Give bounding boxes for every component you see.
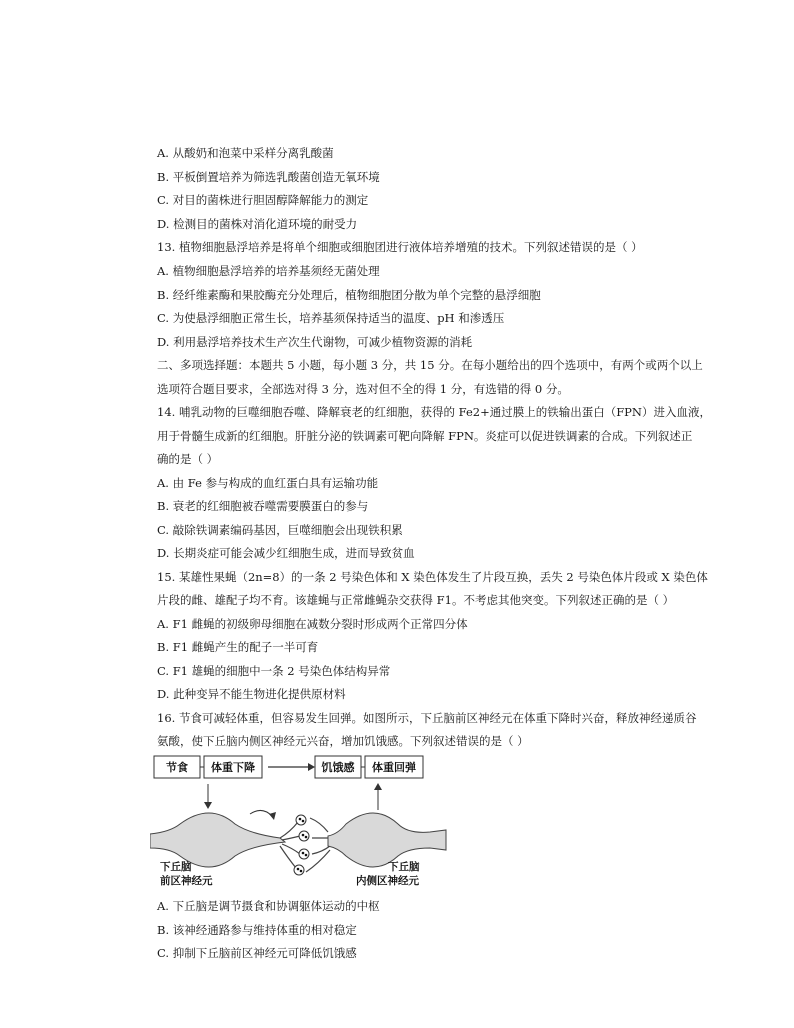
q14-stem-line3: 确的是（ ） bbox=[157, 452, 219, 466]
dendrite-1 bbox=[310, 818, 328, 832]
q12-option-b: B. 平板倒置培养为筛选乳酸菌创造无氧环境 bbox=[157, 170, 380, 184]
q12-option-a: A. 从酸奶和泡菜中采样分离乳酸菌 bbox=[157, 146, 334, 160]
q14-option-d: D. 长期炎症可能会减少红细胞生成，进而导致贫血 bbox=[157, 546, 415, 560]
q15-stem-line1: 15. 某雄性果蝇（2n=8）的一条 2 号染色体和 X 染色体发生了片段互换，丢失 2 号染色体片段或 X 染色体 bbox=[157, 570, 708, 584]
q15-option-c: C. F1 雄蝇的细胞中一条 2 号染色体结构异常 bbox=[157, 664, 391, 678]
arrow-down-left-head bbox=[204, 802, 212, 809]
synapse-terminal-3 bbox=[299, 849, 309, 859]
axon-branch-1 bbox=[280, 822, 298, 838]
q13-option-b: B. 经纤维素酶和果胶酶充分处理后，植物细胞团分散为单个完整的悬浮细胞 bbox=[157, 288, 541, 302]
box-weight-drop-label: 体重下降 bbox=[211, 761, 255, 774]
q15-option-a: A. F1 雌蝇的初级卵母细胞在减数分裂时形成两个正常四分体 bbox=[157, 617, 468, 631]
q13-option-a: A. 植物细胞悬浮培养的培养基须经无菌处理 bbox=[157, 264, 380, 278]
label-medial-1: 下丘脑 bbox=[388, 861, 420, 873]
signal-arrow bbox=[250, 810, 272, 816]
box-fasting-label: 节食 bbox=[166, 761, 188, 774]
q16-option-b: B. 该神经通路参与维持体重的相对稳定 bbox=[157, 923, 357, 937]
q12-option-c: C. 对目的菌株进行胆固醇降解能力的测定 bbox=[157, 193, 369, 207]
synapse-terminal-2 bbox=[299, 831, 309, 841]
q16-option-c: C. 抑制下丘脑前区神经元可降低饥饿感 bbox=[157, 946, 357, 960]
q14-stem-line1: 14. 哺乳动物的巨噬细胞吞噬、降解衰老的红细胞，获得的 Fe2+通过膜上的铁输出蛋白（FPN）进入血液， bbox=[157, 405, 711, 419]
q16-stem-line1: 16. 节食可减轻体重，但容易发生回弹。如图所示，下丘脑前区神经元在体重下降时兴奋，释放神经递质谷 bbox=[157, 711, 697, 725]
neuron-anterior bbox=[150, 813, 285, 867]
q15-option-d: D. 此种变异不能生物进化提供原材料 bbox=[157, 687, 346, 701]
synapse-terminal-4 bbox=[294, 865, 304, 875]
label-medial-2: 内侧区神经元 bbox=[356, 875, 419, 887]
section2-heading-line2: 选项符合题目要求，全部选对得 3 分，选对但不全的得 1 分，有选错的得 0 分。 bbox=[157, 382, 569, 396]
q14-option-c: C. 敲除铁调素编码基因，巨噬细胞会出现铁积累 bbox=[157, 523, 403, 537]
q14-option-b: B. 衰老的红细胞被吞噬需要膜蛋白的参与 bbox=[157, 499, 369, 513]
neuron-medial bbox=[328, 813, 446, 867]
synapse-terminal-1 bbox=[296, 815, 306, 825]
q16-stem-line2: 氨酸，使下丘脑内侧区神经元兴奋，增加饥饿感。下列叙述错误的是（ ） bbox=[157, 734, 529, 748]
q12-option-d: D. 检测目的菌株对消化道环境的耐受力 bbox=[157, 217, 358, 231]
q13-option-c: C. 为使悬浮细胞正常生长，培养基须保持适当的温度、pH 和渗透压 bbox=[157, 311, 505, 325]
box-weight-rebound-label: 体重回弹 bbox=[372, 761, 416, 774]
axon-branch-2 bbox=[282, 836, 300, 840]
q13-stem: 13. 植物细胞悬浮培养是将单个细胞或细胞团进行液体培养增殖的技术。下列叙述错误的是（ ） bbox=[157, 240, 643, 254]
box-hunger-label: 饥饿感 bbox=[321, 761, 355, 774]
q13-option-d: D. 利用悬浮培养技术生产次生代谢物，可减少植物资源的消耗 bbox=[157, 335, 473, 349]
label-anterior-2: 前区神经元 bbox=[160, 875, 213, 887]
q16-option-a: A. 下丘脑是调节摄食和协调躯体运动的中枢 bbox=[157, 899, 380, 913]
dendrite-4 bbox=[306, 850, 330, 872]
neuron-pathway-diagram bbox=[150, 752, 450, 892]
q14-stem-line2: 用于骨髓生成新的红细胞。肝脏分泌的铁调素可靶向降解 FPN。炎症可以促进铁调素的合成。下列叙述正 bbox=[157, 429, 693, 443]
arrow-to-hunger-head bbox=[308, 763, 315, 771]
label-anterior-1: 下丘脑 bbox=[160, 861, 192, 873]
section2-heading-line1: 二、多项选择题：本题共 5 小题，每小题 3 分，共 15 分。在每小题给出的四个选项中，有两个或两个以上 bbox=[157, 358, 703, 372]
q14-option-a: A. 由 Fe 参与构成的血红蛋白具有运输功能 bbox=[157, 476, 379, 490]
arrow-up-right-head bbox=[374, 783, 382, 790]
q15-stem-line2: 片段的雌、雄配子均不育。该雄蝇与正常雌蝇杂交获得 F1。不考虑其他突变。下列叙述正确的是（ ） bbox=[157, 593, 675, 607]
q15-option-b: B. F1 雌蝇产生的配子一半可育 bbox=[157, 640, 319, 654]
